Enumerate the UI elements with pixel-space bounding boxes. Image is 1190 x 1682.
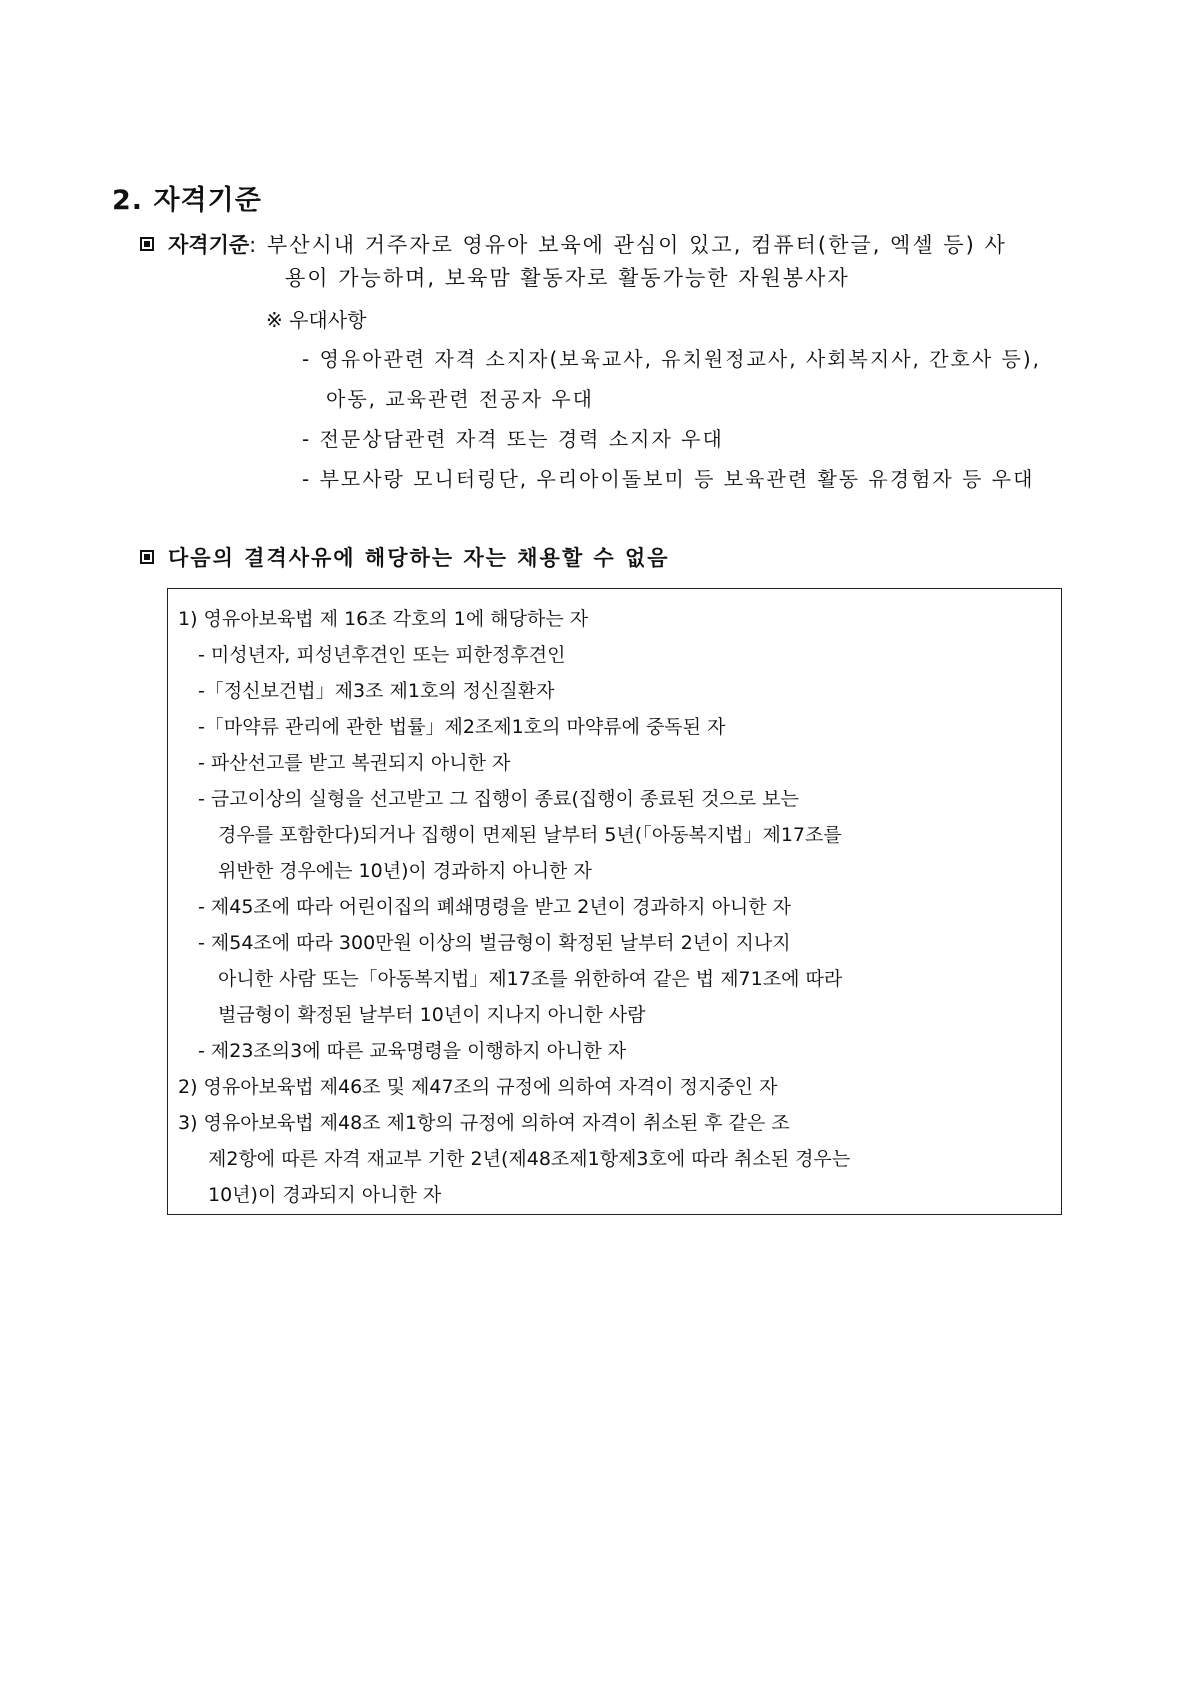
disq-line-5: - 파산선고를 받고 복권되지 아니한 자 (198, 752, 511, 774)
disq-line-8: 위반한 경우에는 10년)이 경과하지 아니한 자 (218, 860, 592, 882)
disqualification-heading (140, 542, 670, 572)
disq-line-10: - 제54조에 따라 300만원 이상의 벌금형이 확정된 날부터 2년이 지나지 (198, 932, 791, 954)
disq-line-1: 1) 영유아보육법 제 16조 각호의 1에 해당하는 자 (178, 608, 589, 630)
disq-line-17: 10년)이 경과되지 아니한 자 (208, 1184, 442, 1206)
qualification-label: 자격기준 (168, 233, 250, 257)
disqualification-title: 다음의 결격사유에 해당하는 자는 채용할 수 없음 (168, 546, 670, 570)
disq-line-6: - 금고이상의 실형을 선고받고 그 집행이 종료(집행이 종료된 것으로 보는 (198, 788, 799, 810)
disqualification-box (167, 588, 1062, 1215)
disq-line-9: - 제45조에 따라 어린이집의 폐쇄명령을 받고 2년이 경과하지 아니한 자 (198, 896, 792, 918)
disq-line-11: 아니한 사람 또는「아동복지법」제17조를 위한하여 같은 법 제71조에 따라 (218, 968, 843, 990)
preference-item-2: - 전문상담관련 자격 또는 경력 소지자 우대 (302, 427, 724, 451)
section-title: 2. 자격기준 (112, 185, 262, 216)
qualification-text-1: : 부산시내 거주자로 영유아 보육에 관심이 있고, 컴퓨터(한글, 엑셀 등) 사 (249, 233, 1007, 257)
disq-line-7: 경우를 포함한다)되거나 집행이 면제된 날부터 5년(「아동복지법」제17조를 (218, 824, 842, 846)
preference-item-1-cont: 아동, 교육관련 전공자 우대 (326, 387, 594, 411)
disq-line-16: 제2항에 따른 자격 재교부 기한 2년(제48조제1항제3호에 따라 취소된 경우는 (208, 1148, 851, 1170)
square-bullet-icon (140, 237, 154, 251)
square-bullet-icon (140, 550, 154, 564)
qualification-line-1 (140, 229, 1007, 259)
qualification-line-2: 용이 가능하며, 보육맘 활동자로 활동가능한 자원봉사자 (285, 266, 850, 290)
disq-line-4: -「마약류 관리에 관한 법률」제2조제1호의 마약류에 중독된 자 (198, 716, 726, 738)
disq-line-13: - 제23조의3에 따른 교육명령을 이행하지 아니한 자 (198, 1040, 627, 1062)
preference-heading: ※ 우대사항 (266, 308, 367, 332)
preference-item-3: - 부모사랑 모니터링단, 우리아이돌보미 등 보육관련 활동 유경험자 등 우대 (302, 467, 1035, 491)
disq-line-15: 3) 영유아보육법 제48조 제1항의 규정에 의하여 자격이 취소된 후 같은 조 (178, 1112, 790, 1134)
disq-line-14: 2) 영유아보육법 제46조 및 제47조의 규정에 의하여 자격이 정지중인 자 (178, 1076, 778, 1098)
preference-item-1: - 영유아관련 자격 소지자(보육교사, 유치원정교사, 사회복지사, 간호사 등), (302, 347, 1042, 371)
disq-line-3: -「정신보건법」제3조 제1호의 정신질환자 (198, 680, 555, 702)
disq-line-2: - 미성년자, 피성년후견인 또는 피한정후견인 (198, 644, 566, 666)
disq-line-12: 벌금형이 확정된 날부터 10년이 지나지 아니한 사람 (218, 1004, 646, 1026)
